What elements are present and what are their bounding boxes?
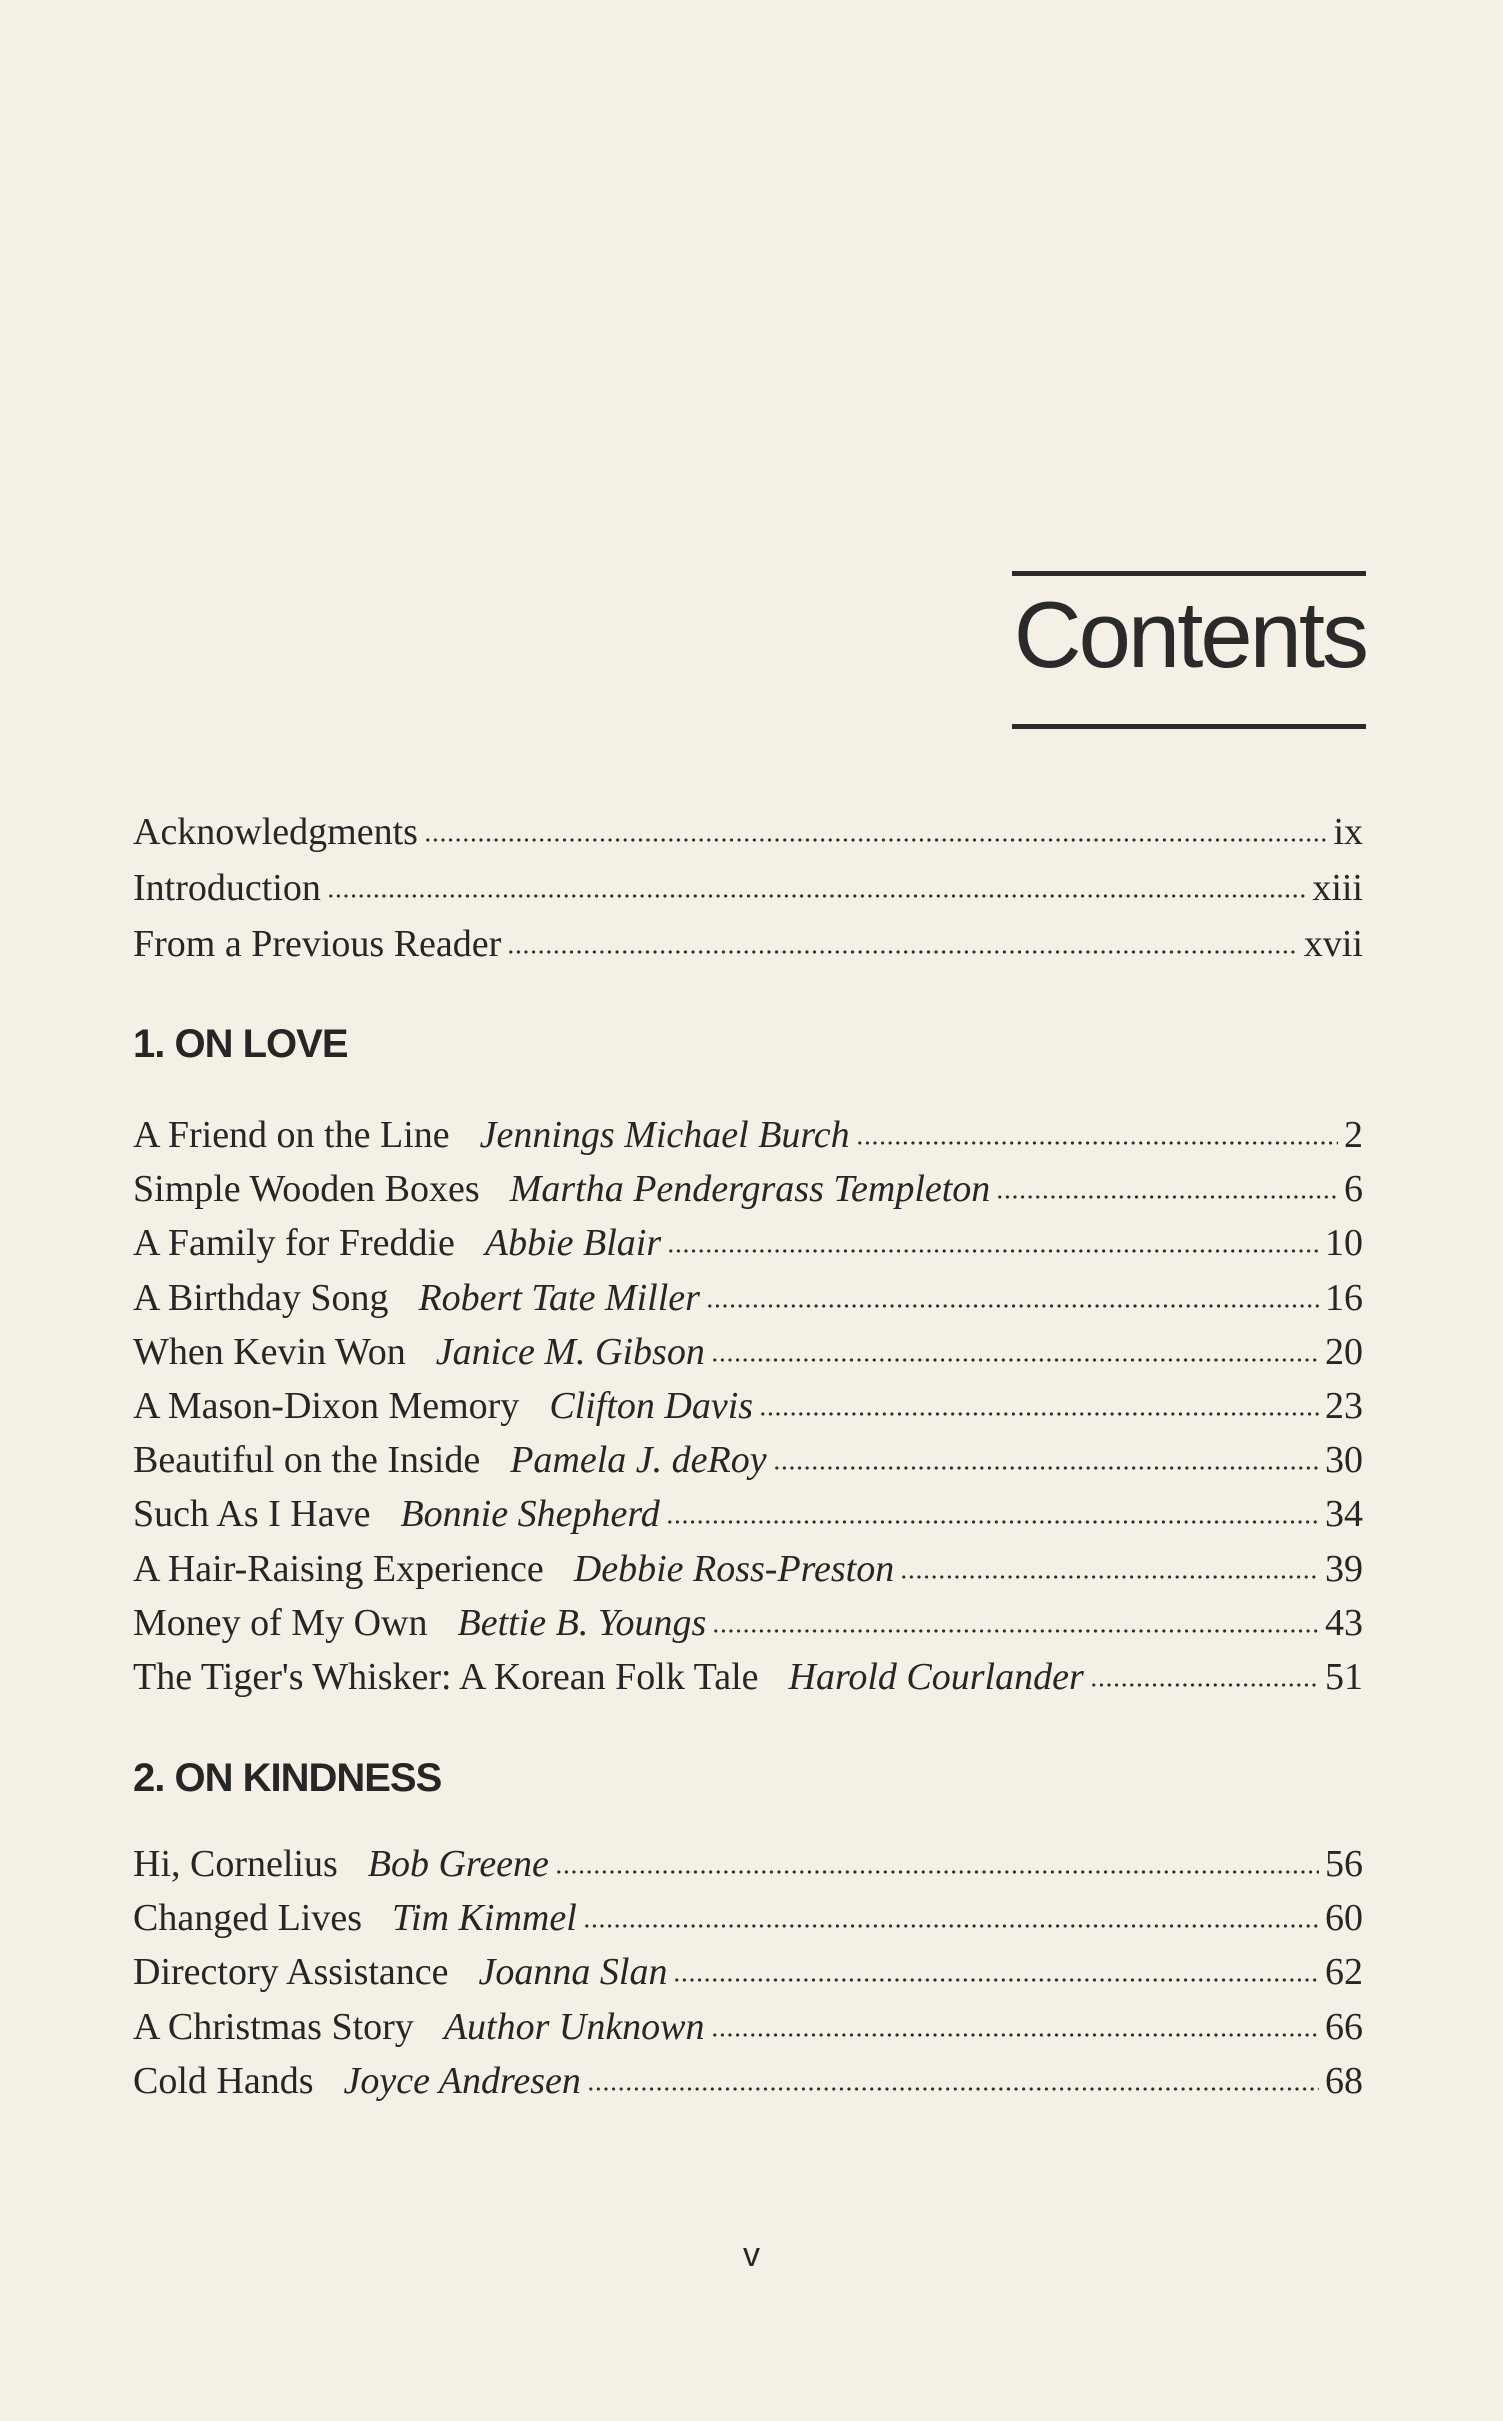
- entry-title: A Christmas Story: [133, 2005, 414, 2048]
- entry-title: Hi, Cornelius: [133, 1843, 338, 1885]
- toc-entry: [133, 1328, 1363, 1376]
- entry-title: From a Previous Reader: [133, 923, 502, 965]
- dot-leader: [583, 1924, 1319, 1928]
- entry-page: xiii: [1312, 867, 1363, 909]
- entry-title: A Family for Freddie: [133, 1222, 455, 1265]
- toc-entry: [133, 1436, 1363, 1484]
- toc-entry: [133, 920, 1363, 968]
- entry-author: Jennings Michael Burch: [479, 1114, 850, 1156]
- entry-page: 20: [1325, 1330, 1363, 1373]
- entry-author: Debbie Ross-Preston: [573, 1547, 895, 1590]
- entry-page: 39: [1325, 1547, 1363, 1590]
- dot-leader: [773, 1466, 1319, 1470]
- entry-author: Tim Kimmel: [392, 1897, 577, 1940]
- entry-title: Changed Lives: [133, 1897, 363, 1940]
- toc-entry: [133, 1545, 1363, 1593]
- entry-title: Simple Wooden Boxes: [133, 1168, 480, 1211]
- entry-author: Harold Courlander: [788, 1656, 1084, 1698]
- entry-title: Introduction: [133, 867, 321, 909]
- entry-page: 23: [1325, 1385, 1363, 1427]
- entry-title: A Friend on the Line: [133, 1114, 450, 1156]
- toc-entry: [133, 864, 1363, 912]
- dot-leader: [666, 1520, 1319, 1524]
- title-rule-bottom: [1012, 724, 1366, 729]
- dot-leader: [673, 1978, 1319, 1982]
- dot-leader: [712, 1629, 1319, 1633]
- entry-page: 2: [1344, 1114, 1363, 1156]
- toc-entry: [133, 1274, 1363, 1322]
- toc-entry: [133, 2003, 1363, 2051]
- entry-page: 6: [1344, 1168, 1363, 1211]
- entry-page: 16: [1325, 1276, 1363, 1319]
- toc-entry: [133, 1599, 1363, 1647]
- entry-author: Abbie Blair: [484, 1222, 662, 1265]
- dot-leader: [900, 1575, 1319, 1579]
- entry-title: A Birthday Song: [133, 1276, 389, 1319]
- dot-leader: [711, 2033, 1319, 2037]
- entry-page: 66: [1325, 2005, 1363, 2048]
- dot-leader: [856, 1141, 1338, 1145]
- toc-entry: [133, 1382, 1363, 1430]
- dot-leader: [587, 2087, 1319, 2091]
- toc-entry: [133, 1653, 1363, 1701]
- dot-leader: [759, 1412, 1319, 1416]
- entry-page: 51: [1325, 1656, 1363, 1698]
- toc-entry: [133, 808, 1363, 856]
- entry-title: A Hair-Raising Experience: [133, 1547, 544, 1590]
- toc-entry: [133, 1840, 1363, 1888]
- dot-leader: [507, 950, 1298, 954]
- entry-title: When Kevin Won: [133, 1330, 406, 1373]
- entry-page: 60: [1325, 1897, 1363, 1940]
- dot-leader: [667, 1249, 1319, 1253]
- toc-entry: [133, 1111, 1363, 1159]
- entry-title: The Tiger's Whisker: A Korean Folk Tale: [133, 1656, 759, 1698]
- dot-leader: [706, 1304, 1319, 1308]
- entry-page: xvii: [1303, 923, 1363, 965]
- entry-author: Author Unknown: [443, 2005, 705, 2048]
- entry-page: 56: [1325, 1843, 1363, 1885]
- toc-entry: [133, 1894, 1363, 1942]
- entry-author: Joanna Slan: [478, 1951, 668, 1994]
- title-rule-top: [1012, 571, 1366, 576]
- entry-author: Clifton Davis: [549, 1385, 754, 1427]
- page-number: v: [743, 2236, 760, 2274]
- toc-entry: [133, 1490, 1363, 1538]
- entry-author: Joyce Andresen: [343, 2059, 581, 2102]
- dot-leader: [996, 1195, 1338, 1199]
- entry-title: Beautiful on the Inside: [133, 1439, 481, 1482]
- entry-title: Directory Assistance: [133, 1951, 449, 1994]
- section-heading: 2. ON KINDNESS: [133, 1756, 442, 1800]
- dot-leader: [424, 838, 1327, 842]
- toc-entry: [133, 1948, 1363, 1996]
- entry-title: A Mason-Dixon Memory: [133, 1385, 520, 1427]
- dot-leader: [327, 894, 1306, 898]
- section-heading: 1. ON LOVE: [133, 1022, 348, 1066]
- dot-leader: [1090, 1683, 1319, 1687]
- toc-entry: [133, 2057, 1363, 2105]
- entry-page: 62: [1325, 1951, 1363, 1994]
- entry-page: 43: [1325, 1601, 1363, 1644]
- entry-page: 68: [1325, 2059, 1363, 2102]
- toc-entry: [133, 1219, 1363, 1267]
- page-title: Contents: [1013, 582, 1366, 687]
- entry-title: Cold Hands: [133, 2059, 314, 2102]
- entry-page: 30: [1325, 1439, 1363, 1482]
- entry-author: Pamela J. deRoy: [510, 1439, 767, 1482]
- entry-author: Martha Pendergrass Templeton: [509, 1168, 991, 1211]
- entry-page: 10: [1325, 1222, 1363, 1265]
- entry-title: Money of My Own: [133, 1601, 428, 1644]
- entry-author: Bonnie Shepherd: [400, 1493, 660, 1536]
- entry-page: 34: [1325, 1493, 1363, 1536]
- entry-author: Bob Greene: [367, 1843, 549, 1885]
- entry-author: Bettie B. Youngs: [457, 1601, 707, 1644]
- entry-author: Robert Tate Miller: [418, 1276, 700, 1319]
- dot-leader: [555, 1870, 1319, 1874]
- entry-title: Acknowledgments: [133, 811, 418, 853]
- entry-title: Such As I Have: [133, 1493, 371, 1536]
- entry-author: Janice M. Gibson: [435, 1330, 705, 1373]
- entry-page: ix: [1333, 811, 1363, 853]
- dot-leader: [711, 1358, 1319, 1362]
- toc-entry: [133, 1165, 1363, 1213]
